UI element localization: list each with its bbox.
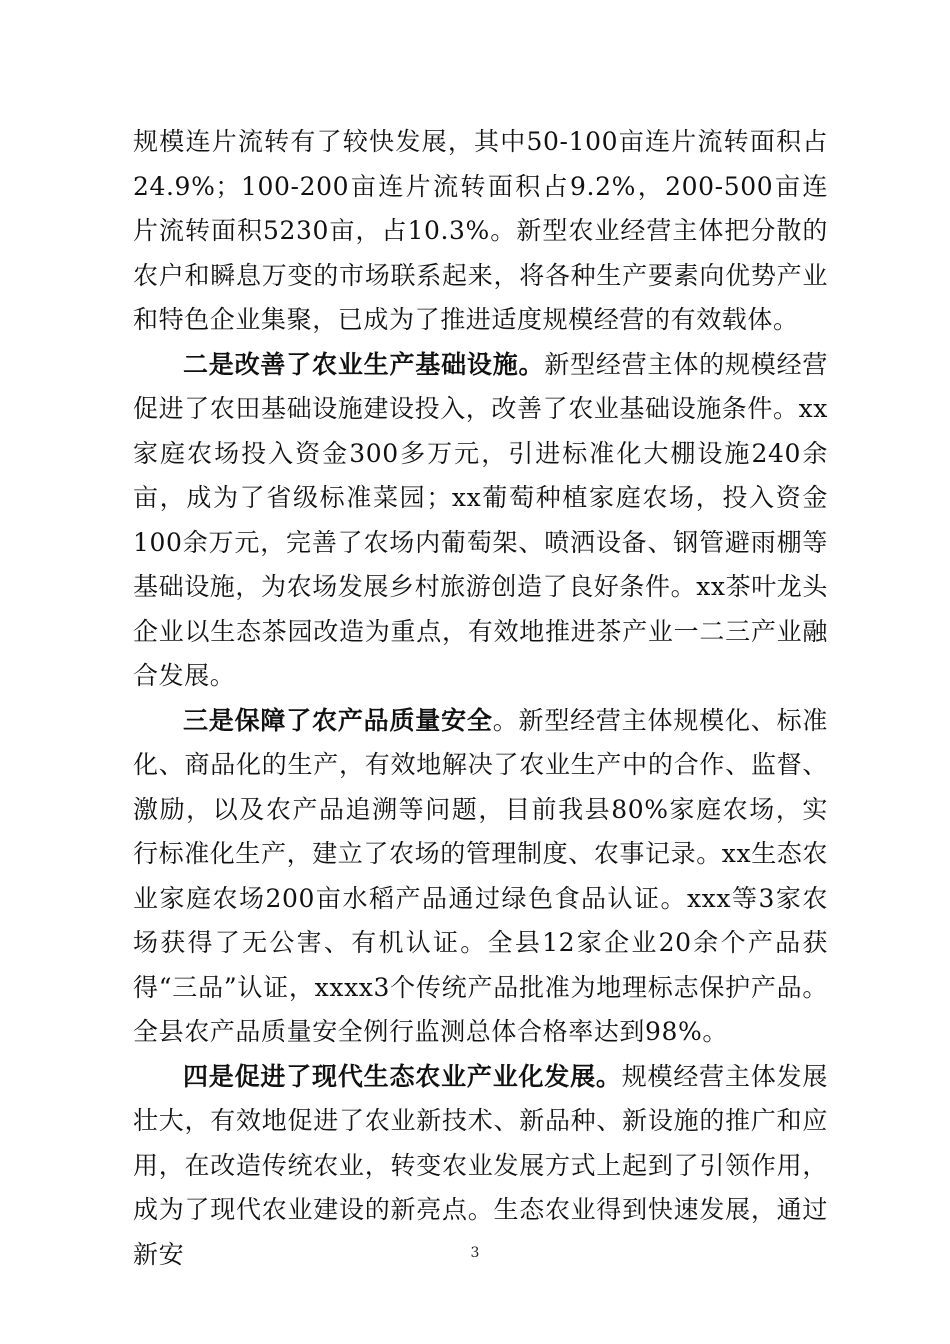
document-body [133, 120, 828, 1277]
paragraph-4-text: 规模经营主体发展壮大，有效地促进了农业新技术、新品种、新设施的推广和应用，在改造传统农业，转变农业发展方式上起到了引领作用，成为了现代农业建设的新亮点。生态农业得到快速发展，通过新安 [133, 1061, 828, 1269]
paragraph-4-lead: 四是促进了现代生态农业产业化发展。 [183, 1061, 622, 1091]
paragraph-2 [133, 343, 828, 699]
page-number: 3 [470, 1245, 480, 1261]
paragraph-3-text: 。新型经营主体规模化、标准化、商品化的生产，有效地解决了农业生产中的合作、监督、激励，以及农产品追溯等问题，目前我县80%家庭农场，实行标准化生产，建立了农场的管理制度、农事记录。xx生态农业家庭农场200亩水稻产品通过绿色食品认证。xxx等3家农场获得了无公害、有机认证。全县12家企业20余个产品获得“三品”认证，xxxx3个传统产品批准为地理标志保护产品。全县农产品质量安全例行监测总体合格率达到98%。 [133, 705, 829, 1046]
paragraph-4 [133, 1055, 828, 1278]
paragraph-2-lead: 二是改善了农业生产基础设施。 [183, 349, 545, 379]
paragraph-1-text: 规模连片流转有了较快发展，其中50-100亩连片流转面积占24.9%；100-200亩连片流转面积占9.2%，200-500亩连片流转面积5230亩，占10.3%。新型农业经营主体把分散的农户和瞬息万变的市场联系起来，将各种生产要素向优势产业和特色企业集聚，已成为了推进适度规模经营的有效载体。 [133, 127, 828, 334]
paragraph-3 [133, 699, 828, 1055]
paragraph-2-text: 新型经营主体的规模经营促进了农田基础设施建设投入，改善了农业基础设施条件。xx家庭农场投入资金300多万元，引进标准化大棚设施240余亩，成为了省级标准菜园；xx葡萄种植家庭农场，投入资金100余万元，完善了农场内葡萄架、喷洒设备、钢管避雨棚等基础设施，为农场发展乡村旅游创造了良好条件。xx茶叶龙头企业以生态茶园改造为重点，有效地推进茶产业一二三产业融合发展。 [133, 349, 829, 690]
paragraph-1 [133, 120, 828, 343]
paragraph-3-lead: 三是保障了农产品质量安全 [183, 705, 493, 735]
